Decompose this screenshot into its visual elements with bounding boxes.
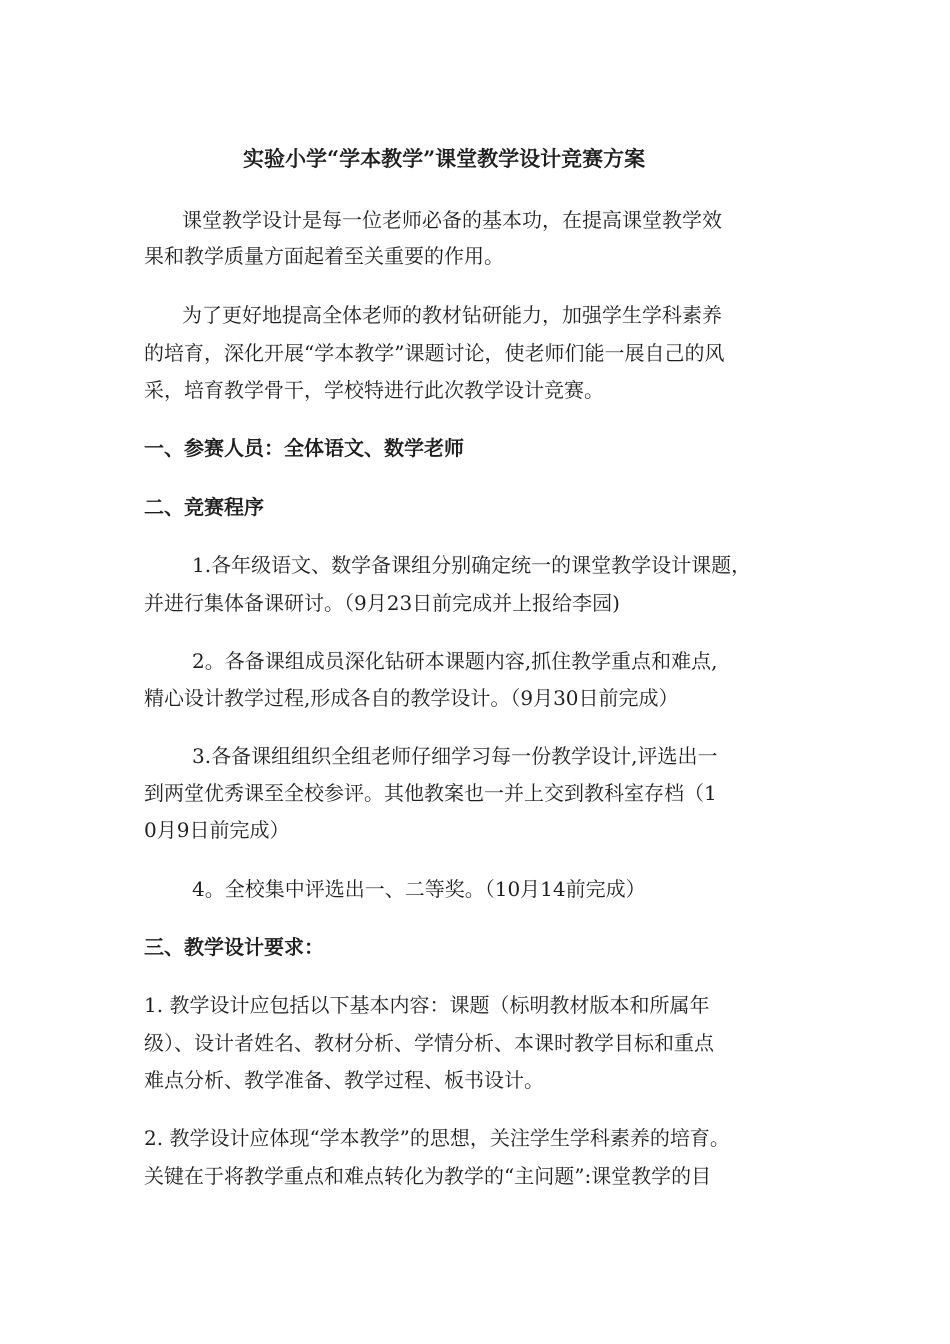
paragraph-line: 果和教学质量方面起着至关重要的作用。 <box>144 244 504 268</box>
paragraph-line: 4。全校集中评选出一、二等奖。（10月14前完成） <box>192 877 646 901</box>
paragraph-line: 到两堂优秀课至全校参评。其他教案也一并上交到教科室存档（1 <box>144 781 717 805</box>
paragraph-line: 难点分析、教学准备、教学过程、板书设计。 <box>144 1068 544 1092</box>
paragraph-line: 采，培育教学骨干，学校特进行此次教学设计竞赛。 <box>144 378 604 402</box>
paragraph-line: 关键在于将教学重点和难点转化为教学的“主问题”:课堂教学的目 <box>144 1164 712 1188</box>
paragraph-line: 2. 教学设计应体现“学本教学”的思想，关注学生学科素养的培育。 <box>144 1126 730 1150</box>
paragraph-line: 1.各年级语文、数学备课组分别确定统一的课堂教学设计课题， <box>192 553 752 577</box>
paragraph-line: 0月9日前完成） <box>144 818 290 842</box>
paragraph-line: 1. 教学设计应包括以下基本内容：课题（标明教材版本和所属年 <box>144 993 710 1017</box>
paragraph-line: 3.各备课组组织全组老师仔细学习每一份教学设计,评选出一 <box>192 744 718 768</box>
paragraph-line: 的培育，深化开展“学本教学”课题讨论，使老师们能一展自己的风 <box>144 341 725 365</box>
section-heading-requirements: 三、教学设计要求： <box>144 935 324 959</box>
paragraph-line: 为了更好地提高全体老师的教材钻研能力，加强学生学科素养 <box>182 303 722 327</box>
section-heading-participants: 一、参赛人员：全体语文、数学老师 <box>144 436 464 460</box>
paragraph-line: 课堂教学设计是每一位老师必备的基本功，在提高课堂教学效 <box>182 208 722 232</box>
section-heading-procedure: 二、竞赛程序 <box>144 495 264 519</box>
document-title: 实验小学“学本教学”课堂教学设计竞赛方案 <box>243 146 646 171</box>
paragraph-line: 级）、设计者姓名、教材分析、学情分析、本课时教学目标和重点 <box>144 1031 714 1055</box>
paragraph-line: 2。各备课组成员深化钻研本课题内容,抓住教学重点和难点, <box>192 649 718 673</box>
paragraph-line: 并进行集体备课研讨。（9月23日前完成并上报给李园) <box>144 591 620 615</box>
paragraph-line: 精心设计教学过程,形成各自的教学设计。（9月30日前完成） <box>144 686 679 710</box>
